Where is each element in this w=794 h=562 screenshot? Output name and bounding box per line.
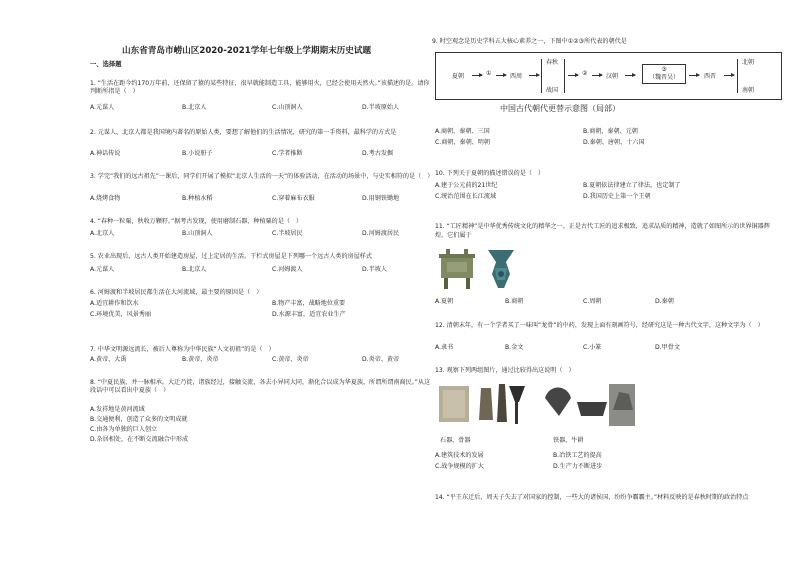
image-label: 石器、骨器 bbox=[440, 437, 471, 444]
timeline-item: ③ bbox=[661, 66, 667, 73]
option[interactable]: C.半坡居民 bbox=[272, 230, 303, 237]
timeline-item: ① bbox=[486, 70, 492, 77]
option[interactable]: A.元谋人 bbox=[90, 266, 115, 273]
option[interactable]: D.半坡原始人 bbox=[362, 104, 400, 111]
option[interactable]: A.北京人 bbox=[90, 230, 115, 237]
question-stem: 4. “春种一粒粟，秋收万颗籽。”据考古发现，使用磨制石器、种植粟的是（ ） bbox=[90, 218, 303, 225]
question-stem: 3. 学完“我们的远古祖先”一课后，同学们开展了模拟“北京人生活的一天”的体验活动，在活动的场景中，与史实相符的是（ ） bbox=[90, 173, 434, 180]
option[interactable]: C.由各为单独的巨人创立 bbox=[90, 426, 158, 433]
brace-right bbox=[564, 59, 565, 93]
timeline-caption: 中国古代朝代更替示意图（局部） bbox=[500, 104, 620, 113]
option[interactable]: B.北京人 bbox=[182, 266, 207, 273]
arrow-icon bbox=[724, 75, 734, 76]
dynasty-timeline bbox=[435, 52, 782, 100]
option[interactable]: D.甲骨文 bbox=[655, 344, 680, 351]
option[interactable]: B.金文 bbox=[505, 344, 524, 351]
arrow-icon bbox=[529, 75, 539, 76]
arrow-icon bbox=[568, 75, 578, 76]
question-stem: 1. “生活在距今约170万年前，还保留了猿的某些特征，很早就能制造工具，能够用火，已经会使用天然火。”该描述的是。请你判断所指是（ ） bbox=[90, 80, 430, 95]
timeline-bracket-box bbox=[642, 64, 686, 84]
option[interactable]: D.杂居相处，在不断交流融合中形成 bbox=[90, 436, 189, 443]
option[interactable]: C.战争规模的扩大 bbox=[435, 463, 484, 470]
option[interactable]: C.小篆 bbox=[583, 344, 602, 351]
option[interactable]: B.小说册子 bbox=[182, 150, 213, 157]
timeline-item: 南朝 bbox=[742, 87, 755, 94]
question-stem: 6. 河姆渡和半坡居民都生活在大河流域，最主要的原因是（ ） bbox=[90, 289, 263, 296]
option[interactable]: B.商朝 bbox=[505, 298, 524, 305]
option[interactable]: A.建于公元前的21世纪 bbox=[435, 182, 498, 189]
option[interactable]: C.商朝、秦朝、明朝 bbox=[435, 139, 490, 146]
option[interactable]: B.冶铁工艺的提高 bbox=[553, 452, 602, 459]
question-stem: 12. 清朝末年，有一个学者买了一味叫“龙骨”的中药，发现上面有刻画符号，经研究这是一种古代文字，这种文字为（ ） bbox=[435, 322, 764, 329]
page-title: 山东省青岛市崂山区2020-2021学年七年级上学期期末历史试题 bbox=[122, 46, 372, 56]
option[interactable]: A.发祥地是黄河流域 bbox=[90, 406, 145, 413]
option[interactable]: B.交通便利，创造了众多的文明成就 bbox=[90, 416, 188, 423]
question-stem: 5. 农业出现后，远古人类开始建造房屋，过上定居的生活。干栏式房屋是下列哪一个远古人类的房屋样式 bbox=[90, 253, 372, 260]
option[interactable]: A.黄帝、大禹 bbox=[90, 356, 127, 363]
option[interactable]: A.烧烤食物 bbox=[90, 195, 121, 202]
option[interactable]: B.山顶洞人 bbox=[182, 230, 213, 237]
option[interactable]: C.山顶洞人 bbox=[272, 104, 303, 111]
arrow-icon bbox=[496, 75, 506, 76]
timeline-item: 西周 bbox=[510, 73, 523, 80]
question-stem: 2. 元谋人、北京人都是我国境内著名的原始人类，要想了解他们的生活情况，研究的第一手资料，最科学的方式是 bbox=[90, 129, 397, 136]
option[interactable]: B.商朝、秦朝、元朝 bbox=[583, 128, 638, 135]
option[interactable]: C.周朝 bbox=[583, 298, 602, 305]
option[interactable]: C.学者推断 bbox=[272, 150, 303, 157]
option[interactable]: C.黄帝、炎帝 bbox=[272, 356, 309, 363]
option[interactable]: B.种植水稻 bbox=[182, 195, 213, 202]
option[interactable]: B.物产丰富，战略地位重要 bbox=[272, 300, 346, 307]
section-heading: 一、选择题 bbox=[90, 61, 122, 68]
timeline-item: 西晋 bbox=[704, 73, 717, 80]
timeline-item: （魏晋吴） bbox=[649, 74, 680, 81]
option[interactable]: B.黄帝、炎帝 bbox=[182, 356, 219, 363]
option[interactable]: A.建筑技术的发展 bbox=[435, 452, 484, 459]
timeline-item: 春秋 bbox=[546, 59, 559, 66]
image-label: 铁器、牛耕 bbox=[553, 437, 584, 444]
timeline-item: 战国 bbox=[546, 87, 559, 94]
timeline-item: 北朝 bbox=[742, 59, 755, 66]
option[interactable]: D.我国历史上第一个王朝 bbox=[583, 193, 651, 200]
option[interactable]: D.秦朝、唐朝、十六国 bbox=[583, 139, 645, 146]
option[interactable]: A.夏朝 bbox=[435, 298, 454, 305]
question-stem: 7. 中华文明源远流长，被后人尊称为中华民族“人文初祖”的是（ ） bbox=[90, 346, 275, 353]
option[interactable]: C.河姆渡人 bbox=[272, 266, 303, 273]
timeline-item: ② bbox=[582, 70, 588, 77]
option[interactable]: C.穿着麻布衣服 bbox=[272, 195, 315, 202]
arrow-icon bbox=[625, 75, 635, 76]
brace-left bbox=[541, 59, 542, 93]
option[interactable]: A.神话传说 bbox=[90, 150, 121, 157]
option[interactable]: B.北京人 bbox=[182, 104, 207, 111]
option[interactable]: C.统治范围在长江流域 bbox=[435, 193, 497, 200]
question-stem: 14. “平王东迁后，周天子失去了对国家的控制，一些大的诸侯国，纷纷争霸霸主。”材料反映的是春秋时期的政治特点 bbox=[435, 494, 749, 501]
option[interactable]: B.夏朝依法律建立了律法，也定制了 bbox=[583, 182, 681, 189]
option[interactable]: D.生产力不断进步 bbox=[553, 463, 603, 470]
option[interactable]: D.河姆渡居民 bbox=[362, 230, 400, 237]
option[interactable]: D.半坡人 bbox=[362, 266, 387, 273]
option[interactable]: D.炎帝、黄帝 bbox=[362, 356, 400, 363]
question-stem: 8. “中夏民族，并一脉相承。大迁乃徙，诸族经过，接触交流，各去小异同大同，渐化合以成为华夏族，所谓所谓南裔民。”从这段话中可以看出中夏族（ ） bbox=[90, 379, 431, 394]
option[interactable]: D.用钢铁锄地 bbox=[362, 195, 400, 202]
option[interactable]: A.适宜耕作和饮水 bbox=[90, 300, 139, 307]
option[interactable]: A.隶书 bbox=[435, 344, 454, 351]
brace-right-end bbox=[737, 59, 738, 93]
question-stem: 10. 下列关于夏朝的描述错误的是（ ） bbox=[435, 170, 545, 177]
option[interactable]: A.商朝、秦朝、三国 bbox=[435, 128, 490, 135]
question-stem: 13. 观察下列两组图片，通过比较得出这说明（ ） bbox=[435, 367, 575, 374]
arrow-icon bbox=[472, 75, 482, 76]
option[interactable]: D.秦朝 bbox=[655, 298, 674, 305]
tools-images bbox=[437, 380, 637, 430]
question-stem: 11. “工匠精神”是中华优秀传统文化的精华之一。正是古代工匠的追求极致，追求品质的精神，造就了如图所示的世界铜器辉煌。它们属于 bbox=[435, 223, 770, 239]
arrow-icon bbox=[689, 75, 699, 76]
option[interactable]: D.考古发掘 bbox=[362, 150, 394, 157]
timeline-item: 夏朝 bbox=[452, 73, 465, 80]
bronze-ding-image bbox=[437, 248, 477, 290]
arrow-icon bbox=[592, 75, 602, 76]
option[interactable]: C.环境优美，风景秀丽 bbox=[90, 311, 152, 318]
option[interactable]: D.水源丰富，适宜农业生产 bbox=[272, 311, 346, 318]
option[interactable]: A.元谋人 bbox=[90, 104, 115, 111]
question-stem: 9. 时空观念是历史学科五大核心素养之一，下图中①②③所代表的朝代是 bbox=[432, 38, 627, 45]
bronze-zun-image bbox=[484, 248, 518, 290]
timeline-item: 汉朝 bbox=[606, 73, 619, 80]
